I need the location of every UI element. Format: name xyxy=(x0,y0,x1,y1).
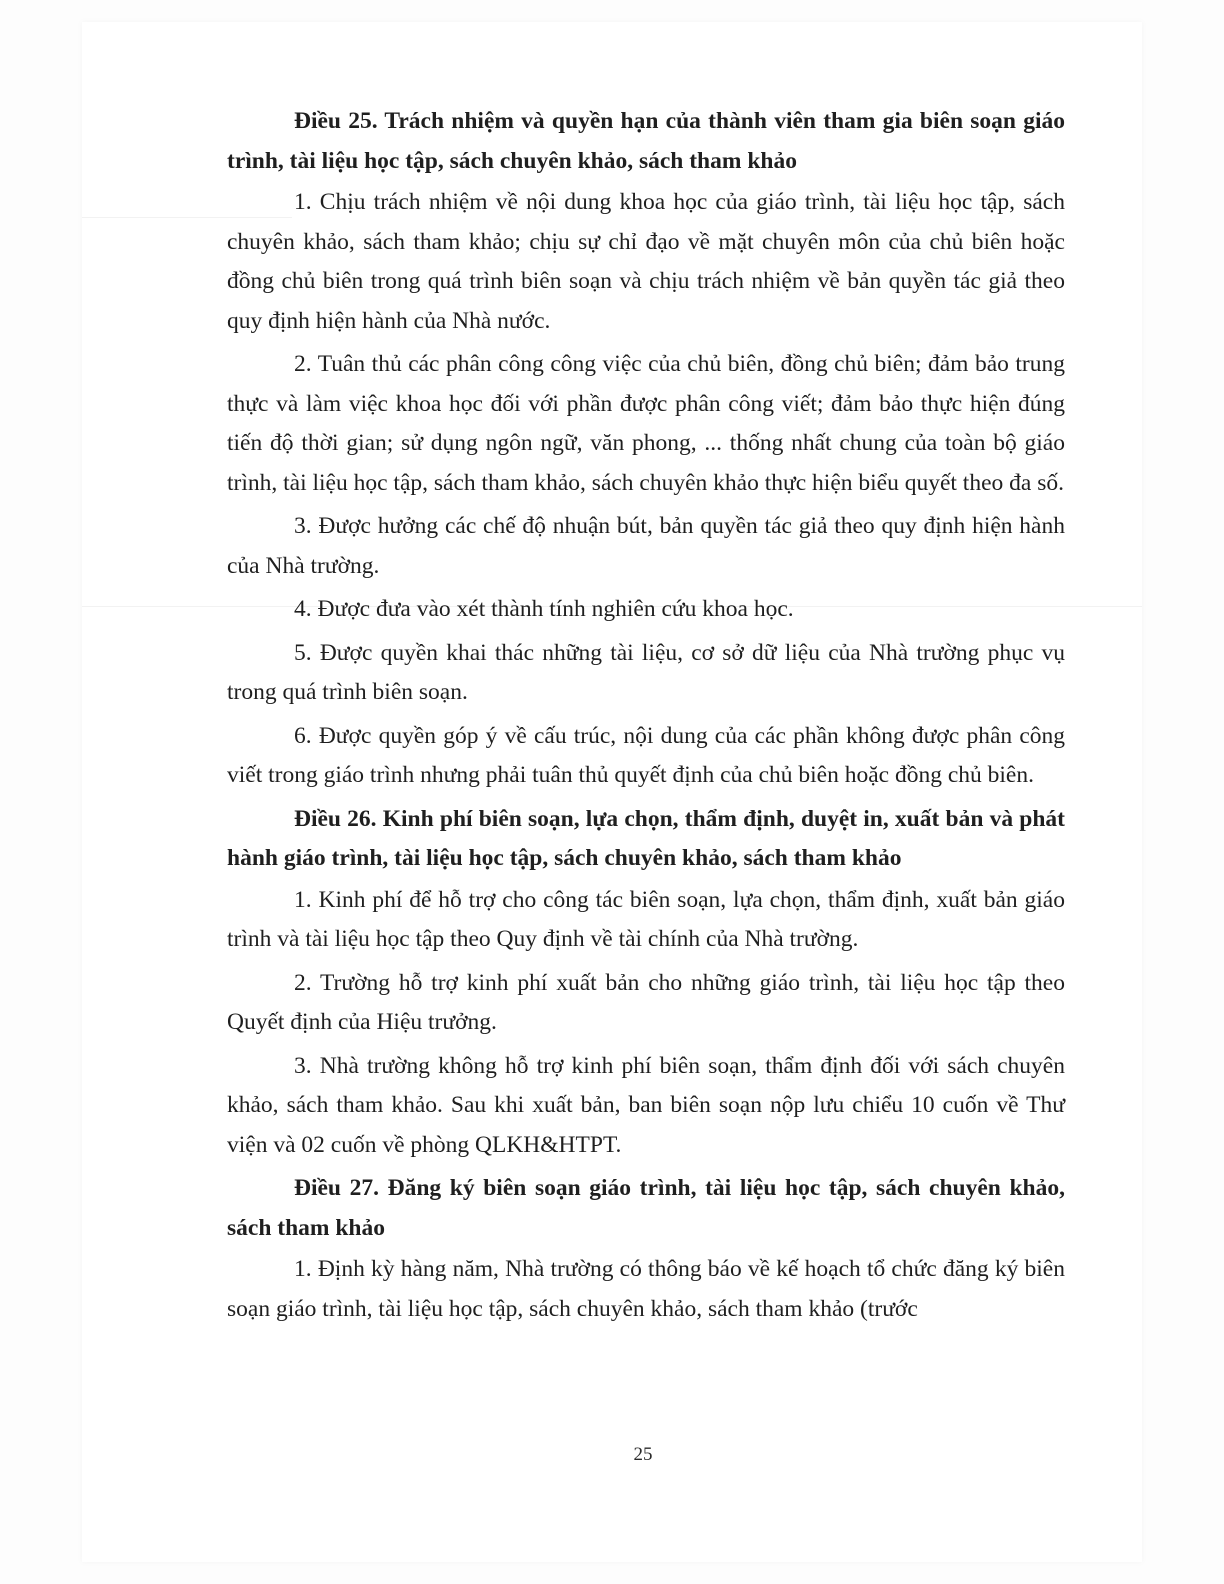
article-26-item-2: 2. Trường hỗ trợ kinh phí xuất bản cho những giáo trình, tài liệu học tập theo Quyết định của Hiệu trưởng. xyxy=(227,969,1065,1035)
article-25-item-4: 4. Được đưa vào xét thành tính nghiên cứu khoa học. xyxy=(294,596,794,622)
article-27-item-1: 1. Định kỳ hàng năm, Nhà trường có thông báo về kế hoạch tổ chức đăng ký biên soạn giáo trình, tài liệu học tập, sách chuyên khảo, sách tham khảo (trước xyxy=(227,1256,1065,1322)
article-26-item-1: 1. Kinh phí để hỗ trợ cho công tác biên soạn, lựa chọn, thẩm định, xuất bản giáo trình và tài liệu học tập theo Quy định về tài chính của Nhà trường. xyxy=(227,886,1065,952)
article-27-heading: Điều 27. Đăng ký biên soạn giáo trình, tài liệu học tập, sách chuyên khảo, sách tham khảo xyxy=(227,1175,1065,1241)
document-body xyxy=(227,102,1065,1333)
article-25-item-6: 6. Được quyền góp ý về cấu trúc, nội dung của các phần không được phân công viết trong giáo trình nhưng phải tuân thủ quyết định của chủ biên hoặc đồng chủ biên. xyxy=(227,722,1065,788)
article-25-item-5: 5. Được quyền khai thác những tài liệu, cơ sở dữ liệu của Nhà trường phục vụ trong quá trình biên soạn. xyxy=(227,639,1065,705)
article-26-item-3: 3. Nhà trường không hỗ trợ kinh phí biên soạn, thẩm định đối với sách chuyên khảo, sách tham khảo. Sau khi xuất bản, ban biên soạn nộp lưu chiểu 10 cuốn về Thư viện và 02 cuốn về phòng QLKH&HTPT. xyxy=(227,1052,1065,1158)
article-25-item-1: 1. Chịu trách nhiệm về nội dung khoa học của giáo trình, tài liệu học tập, sách chuyên khảo, sách tham khảo; chịu sự chỉ đạo về mặt chuyên môn của chủ biên hoặc đồng chủ biên trong quá trình biên soạn và chịu trách nhiệm về bản quyền tác giả theo quy định hiện hành của Nhà nước. xyxy=(227,189,1065,334)
article-25-item-2: 2. Tuân thủ các phân công công việc của chủ biên, đồng chủ biên; đảm bảo trung thực và làm việc khoa học đối với phần được phân công viết; đảm bảo thực hiện đúng tiến độ thời gian; sử dụng ngôn ngữ, văn phong, ... thống nhất chung của toàn bộ giáo trình, tài liệu học tập, sách tham khảo, sách chuyên khảo thực hiện biểu quyết theo đa số. xyxy=(227,351,1065,496)
article-25-heading: Điều 25. Trách nhiệm và quyền hạn của thành viên tham gia biên soạn giáo trình, tài liệu học tập, sách chuyên khảo, sách tham khảo xyxy=(227,108,1065,174)
article-26-heading: Điều 26. Kinh phí biên soạn, lựa chọn, thẩm định, duyệt in, xuất bản và phát hành giáo trình, tài liệu học tập, sách chuyên khảo, sách tham khảo xyxy=(227,805,1065,871)
article-25-item-3: 3. Được hưởng các chế độ nhuận bút, bản quyền tác giả theo quy định hiện hành của Nhà trường. xyxy=(227,513,1065,579)
page-number: 25 xyxy=(633,1444,653,1465)
